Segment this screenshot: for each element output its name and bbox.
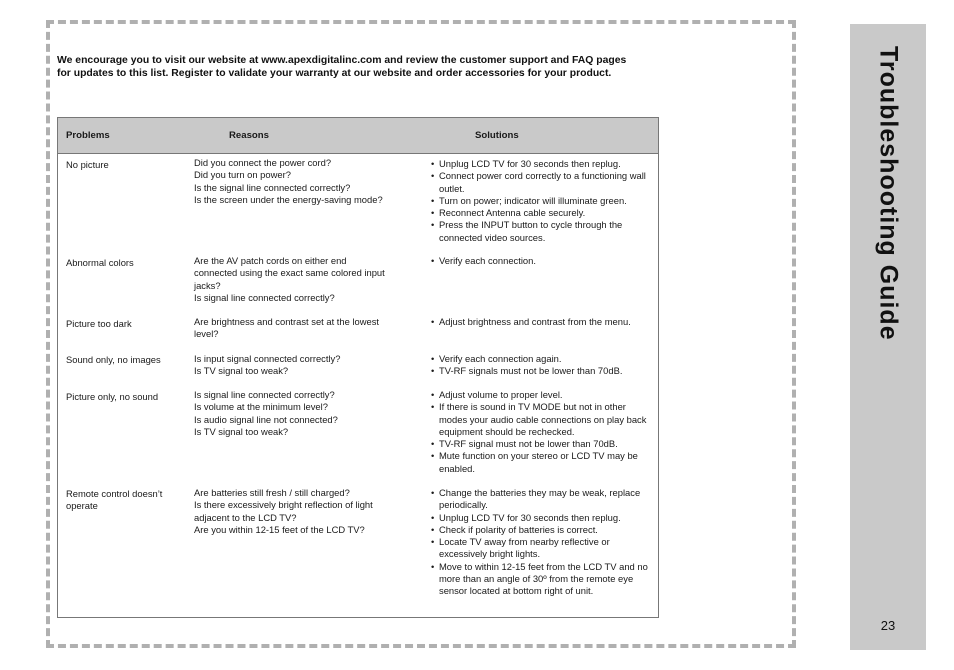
reason-line: Did you turn on power? (194, 169, 291, 181)
reason-line: Is the screen under the energy-saving mode? (194, 193, 383, 205)
solution-item: • TV-RF signal must not be lower than 70dB. (431, 438, 656, 450)
intro-paragraph: We encourage you to visit our website at www.apexdigitalinc.com and review the customer support and FAQ pages for updates to this list. Register to validate your warranty at our website and order accessories for your product. (57, 55, 627, 80)
row-solutions (431, 353, 656, 378)
row-solutions (431, 255, 656, 267)
row-reasons (194, 316, 389, 341)
reason-line: Is signal line connected correctly? (194, 389, 335, 400)
reason-line: Is the signal line connected correctly? (194, 181, 351, 193)
row-reasons (194, 389, 389, 438)
page-number: 23 (880, 618, 896, 633)
header-solutions: Solutions (475, 130, 519, 141)
reason-line: Did you connect the power cord? (194, 157, 332, 168)
header-problems: Problems (66, 130, 110, 141)
solution-item: • Unplug LCD TV for 30 seconds then replug. (431, 512, 656, 524)
row-solutions (431, 487, 656, 598)
solution-item: • Adjust brightness and contrast from the menu. (431, 316, 656, 328)
row-reasons (194, 255, 389, 304)
reason-line: Are you within 12-15 feet of the LCD TV? (194, 523, 365, 535)
solution-item: • If there is sound in TV MODE but not in other modes your audio cable connections on play back equipment should be rechecked. (431, 401, 656, 438)
troubleshooting-table (57, 117, 659, 618)
table-header-row (58, 118, 658, 154)
solution-item: • TV-RF signals must not be lower than 70dB. (431, 365, 656, 377)
solution-item: • Turn on power; indicator will illuminate green. (431, 195, 656, 207)
row-solutions (431, 158, 656, 244)
reason-line: Is audio signal line not connected? (194, 413, 338, 425)
solution-item: • Mute function on your stereo or LCD TV may be enabled. (431, 450, 656, 475)
solution-item: • Check if polarity of batteries is correct. (431, 524, 656, 536)
reason-line: Is there excessively bright reflection of light adjacent to the LCD TV? (194, 499, 373, 523)
solution-item: • Unplug LCD TV for 30 seconds then replug. (431, 158, 656, 170)
solution-item: • Verify each connection again. (431, 353, 656, 365)
reason-line: Are batteries still fresh / still charged? (194, 487, 350, 498)
row-problem: Picture only, no sound (66, 391, 159, 402)
row-reasons (194, 487, 389, 536)
row-problem: Remote control doesn’t operate (66, 488, 163, 512)
solution-item: • Locate TV away from nearby reflective or excessively bright lights. (431, 536, 656, 561)
reason-line: Is signal line connected correctly? (194, 291, 335, 303)
row-problem: Sound only, no images (66, 354, 161, 365)
row-solutions (431, 316, 656, 328)
reason-line: Is TV signal too weak? (194, 365, 289, 377)
section-side-tab (850, 24, 926, 650)
solution-item: • Press the INPUT button to cycle through the connected video sources. (431, 219, 656, 244)
header-reasons: Reasons (229, 130, 269, 141)
row-reasons (194, 157, 389, 206)
reason-line: Are the AV patch cords on either end connected using the exact same colored input jacks? (194, 255, 385, 291)
reason-line: Is volume at the minimum level? (194, 401, 328, 413)
reason-line: Are brightness and contrast set at the lowest level? (194, 316, 379, 340)
row-problem: Abnormal colors (66, 257, 134, 268)
solution-item: • Move to within 12-15 feet from the LCD TV and no more than an angle of 30º from the remote eye sensor located at bottom right of unit. (431, 561, 656, 598)
solution-item: • Change the batteries they may be weak, replace periodically. (431, 487, 656, 512)
solution-item: • Reconnect Antenna cable securely. (431, 207, 656, 219)
row-problem: Picture too dark (66, 318, 132, 329)
row-reasons (194, 353, 389, 378)
reason-line: Is TV signal too weak? (194, 425, 289, 437)
section-title: Troubleshooting Guide (874, 46, 903, 341)
solution-item: • Verify each connection. (431, 255, 656, 267)
row-solutions (431, 389, 656, 475)
solution-item: • Connect power cord correctly to a functioning wall outlet. (431, 170, 656, 195)
solution-item: • Adjust volume to proper level. (431, 389, 656, 401)
reason-line: Is input signal connected correctly? (194, 353, 341, 364)
row-problem: No picture (66, 159, 109, 170)
